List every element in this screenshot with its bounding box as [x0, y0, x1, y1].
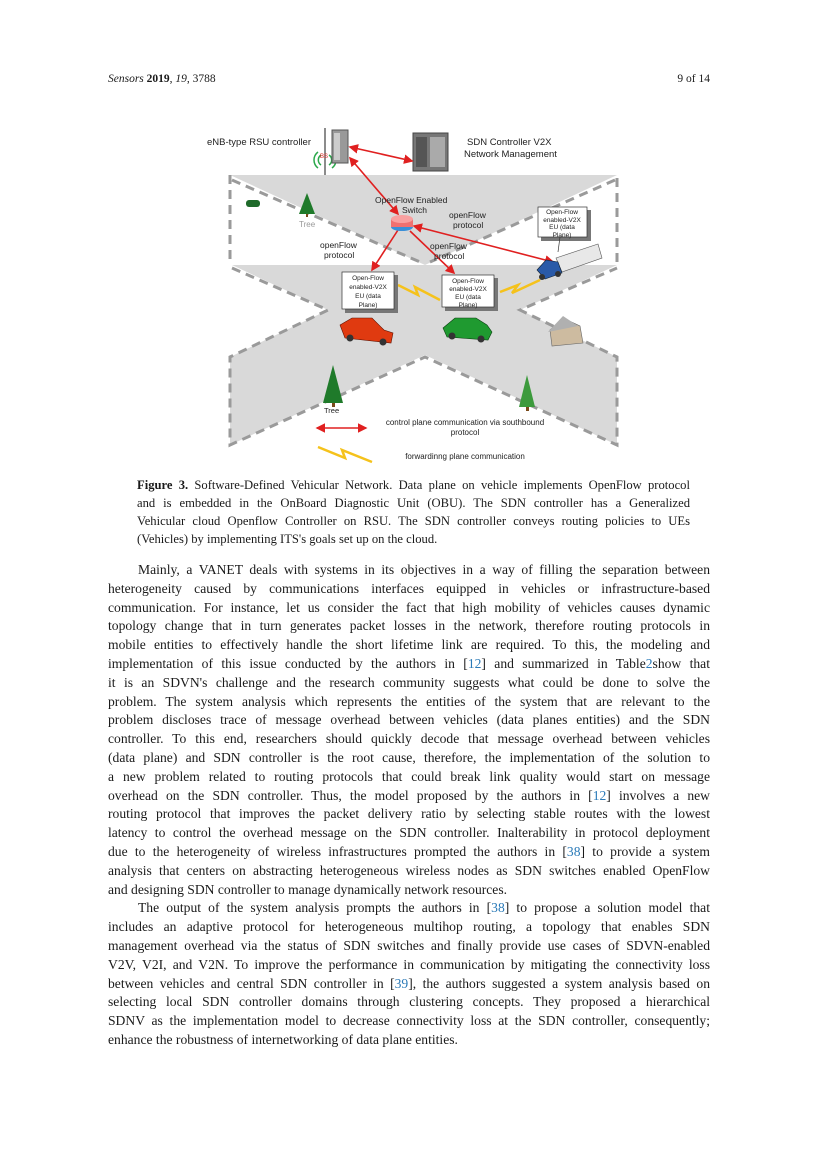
eu-box-text: EU (data — [549, 224, 575, 231]
text-line — [108, 993, 710, 1012]
text-segment: Mainly, a VANET deals with systems in its objectives in a way of filling the separation between — [138, 562, 710, 577]
text-line — [108, 636, 710, 655]
eu-box-text: EU (data — [355, 293, 381, 300]
protocol-label: openFlow — [320, 240, 357, 250]
text-segment: problem discloses trace of message overhead between vehicles (data planes entities) and the SDN — [108, 712, 710, 728]
body-text — [108, 561, 710, 1050]
caption-text: Software-Defined Vehicular Network. Data plane on vehicle implements OpenFlow protocol — [188, 478, 690, 492]
text-segment: show that — [652, 655, 710, 671]
eu-box-text: enabled-V2X — [543, 217, 581, 224]
text-line — [108, 899, 710, 918]
text-segment: controller. To this end, researchers should quickly decode that message overhead between vehicles — [108, 731, 710, 747]
citation-link[interactable]: 39 — [394, 975, 409, 991]
citation-link[interactable]: 12 — [467, 655, 482, 671]
house-icon — [548, 316, 583, 346]
figure-sdvn-diagram — [190, 115, 630, 470]
text-segment: routing protocol that improves the packet delivery ratio by selecting stable routes with the lowest — [108, 806, 710, 822]
text-line — [108, 730, 710, 749]
eu-box-text: Plane) — [552, 232, 572, 239]
text-line — [108, 862, 710, 881]
text-segment: The output of the system analysis prompts the authors in [ — [138, 900, 492, 916]
protocol-label: protocol — [324, 250, 355, 260]
journal-volume: 19 — [175, 73, 187, 85]
citation-link[interactable]: 38 — [491, 900, 505, 916]
protocol-label: protocol — [434, 251, 465, 261]
tree-label: Tree — [299, 220, 316, 229]
text-segment: includes an adaptive protocol for heterogeneous multihop routing, a topology that enables SDN — [108, 919, 710, 935]
caption-line: Vehicular cloud Openflow Controller on RSU. The SDN controller conveys routing policies to UEs — [137, 514, 690, 528]
text-line — [108, 599, 710, 618]
eu-box-text: Plane) — [458, 302, 478, 309]
small-car-icon — [246, 200, 260, 207]
switch-label-2: Switch — [402, 205, 428, 215]
text-segment: implementation of this issue conducted by the authors in [ — [108, 655, 468, 671]
article-number: 3788 — [192, 73, 216, 85]
text-segment: ], the authors suggested a system analysis based on — [408, 975, 710, 991]
text-segment: heterogeneity caused by communications interfaces equipped in vehicles or infrastructure-based — [108, 580, 710, 596]
text-segment: ] and summarized in Table — [481, 655, 646, 671]
text-line — [108, 843, 710, 862]
text-segment: it is an SDVN's challenge and the research community suggests what could be done to solve the — [108, 674, 710, 690]
text-segment: and designing SDN controller to manage dynamically network resources. — [108, 881, 508, 897]
text-segment: due to the heterogeneity of wireless infrastructures prompted the authors in [ — [108, 843, 567, 859]
text-segment: selecting local SDN controller domains through clustering concepts. They proposed a hierarchical — [108, 994, 710, 1010]
protocol-label: openFlow — [449, 210, 486, 220]
eu-box-text: Open-Flow — [546, 209, 578, 216]
text-line — [108, 824, 710, 843]
text-line — [108, 711, 710, 730]
text-line — [108, 881, 710, 900]
text-segment: (data plane) and SDN controller is the root cause, therefore, the implementation of the solution to — [108, 749, 710, 765]
text-segment: between vehicles and central SDN controller in [ — [108, 975, 395, 991]
bs-label: BS — [320, 154, 329, 160]
eu-box-text: enabled-V2X — [349, 284, 387, 291]
legend-control-label-2: protocol — [450, 428, 480, 437]
text-segment: a new problem related to routing protocols that could break link quality would start on message — [108, 768, 710, 784]
openflow-switch-icon — [391, 215, 413, 231]
text-segment: topology change that in turn generates packet losses in the network, therefore routing protocols in — [108, 618, 710, 634]
protocol-label: protocol — [453, 220, 484, 230]
text-line — [108, 787, 710, 806]
text-segment: communication. For instance, let us consider the fact that high mobility of vehicles causes dynamic — [108, 599, 710, 615]
page-number: 9 of 14 — [677, 73, 710, 85]
caption-line: and is embedded in the OnBoard Diagnostic Unit (OBU). The SDN controller has a Generalized — [137, 496, 690, 510]
text-line — [108, 561, 710, 580]
text-segment: mobile entities to effectively handle the short lifetime link are required. To this, the modeling and — [108, 637, 710, 653]
text-line — [108, 674, 710, 693]
text-segment: V2V, V2I, and V2N. To improve the performance in communication by mitigating the connectivity loss — [108, 956, 710, 972]
citation-link[interactable]: 38 — [566, 843, 581, 859]
text-segment: ] involves a new — [606, 787, 710, 803]
text-line — [108, 617, 710, 636]
rsu-server-icon — [332, 130, 348, 163]
eu-box-left — [342, 272, 398, 313]
text-line — [108, 693, 710, 712]
caption-label: Figure 3. — [137, 478, 189, 492]
legend-control-label: control plane communication via southbound — [385, 418, 545, 427]
caption-line: (Vehicles) by implementing ITS's goals set up on the cloud. — [137, 532, 438, 546]
paragraph — [108, 899, 710, 1049]
text-segment: ] to propose a solution model that — [504, 900, 710, 916]
journal-name: Sensors — [108, 73, 144, 85]
text-segment: latency to control the overhead message on the SDN controller. Inalterability in protocol deployment — [108, 825, 710, 841]
legend-forwarding-bolt — [318, 447, 372, 462]
text-segment: ] to provide a system — [580, 843, 710, 859]
text-line — [108, 580, 710, 599]
figure-caption — [137, 476, 690, 548]
text-segment: management overhead via the status of SDN switches and finally provide use cases of SDVN-enabled — [108, 937, 710, 953]
protocol-label: openFlow — [430, 241, 467, 251]
legend-forwarding-label: forwardinng plane communication — [405, 452, 525, 461]
text-segment: enhance the robustness of internetworking of data plane entities. — [108, 1031, 458, 1047]
tree-label: Tree — [324, 406, 340, 415]
citation-link[interactable]: 2 — [645, 655, 653, 671]
rsu-controller-label: eNB-type RSU controller — [207, 137, 312, 148]
text-segment: overhead on the SDN controller. Thus, the model proposed by the authors in [ — [108, 787, 593, 803]
text-line — [108, 1012, 710, 1031]
eu-box-text: enabled-V2X — [449, 286, 487, 293]
eu-box-text: EU (data — [455, 294, 481, 301]
citation-link[interactable]: 12 — [592, 787, 607, 803]
text-line — [108, 768, 710, 787]
text-line — [108, 1031, 710, 1050]
text-line — [108, 749, 710, 768]
eu-box-text: Open-Flow — [352, 275, 384, 282]
text-line — [108, 975, 710, 994]
sdn-management-label: Network Management — [464, 149, 557, 160]
eu-box-middle — [442, 275, 498, 311]
text-line — [108, 918, 710, 937]
eu-box-text: Plane) — [358, 302, 378, 309]
running-header: Sensors 2019, 19, 3788 — [108, 73, 216, 85]
text-line — [108, 655, 710, 674]
text-line — [108, 805, 710, 824]
text-line — [108, 937, 710, 956]
caption-line — [137, 476, 690, 494]
paragraph — [108, 561, 710, 899]
text-segment: SDNV as the implementation model to decrease connectivity loss at the SDN controller, consequently; — [108, 1013, 710, 1029]
text-line — [108, 956, 710, 975]
text-segment: problem. The system analysis which represents the entities of the system that are relevant to the — [108, 693, 710, 709]
text-segment: analysis that centers on abstracting heterogeneous wireless nodes as SDN switches enabled OpenFlow — [108, 862, 710, 878]
eu-box-right — [538, 207, 591, 252]
journal-year: 2019 — [146, 73, 170, 85]
sdn-server-icon — [413, 133, 448, 171]
sdn-controller-label: SDN Controller V2X — [467, 137, 552, 148]
eu-box-text: Open-Flow — [452, 278, 484, 285]
switch-label: OpenFlow Enabled — [375, 195, 448, 205]
